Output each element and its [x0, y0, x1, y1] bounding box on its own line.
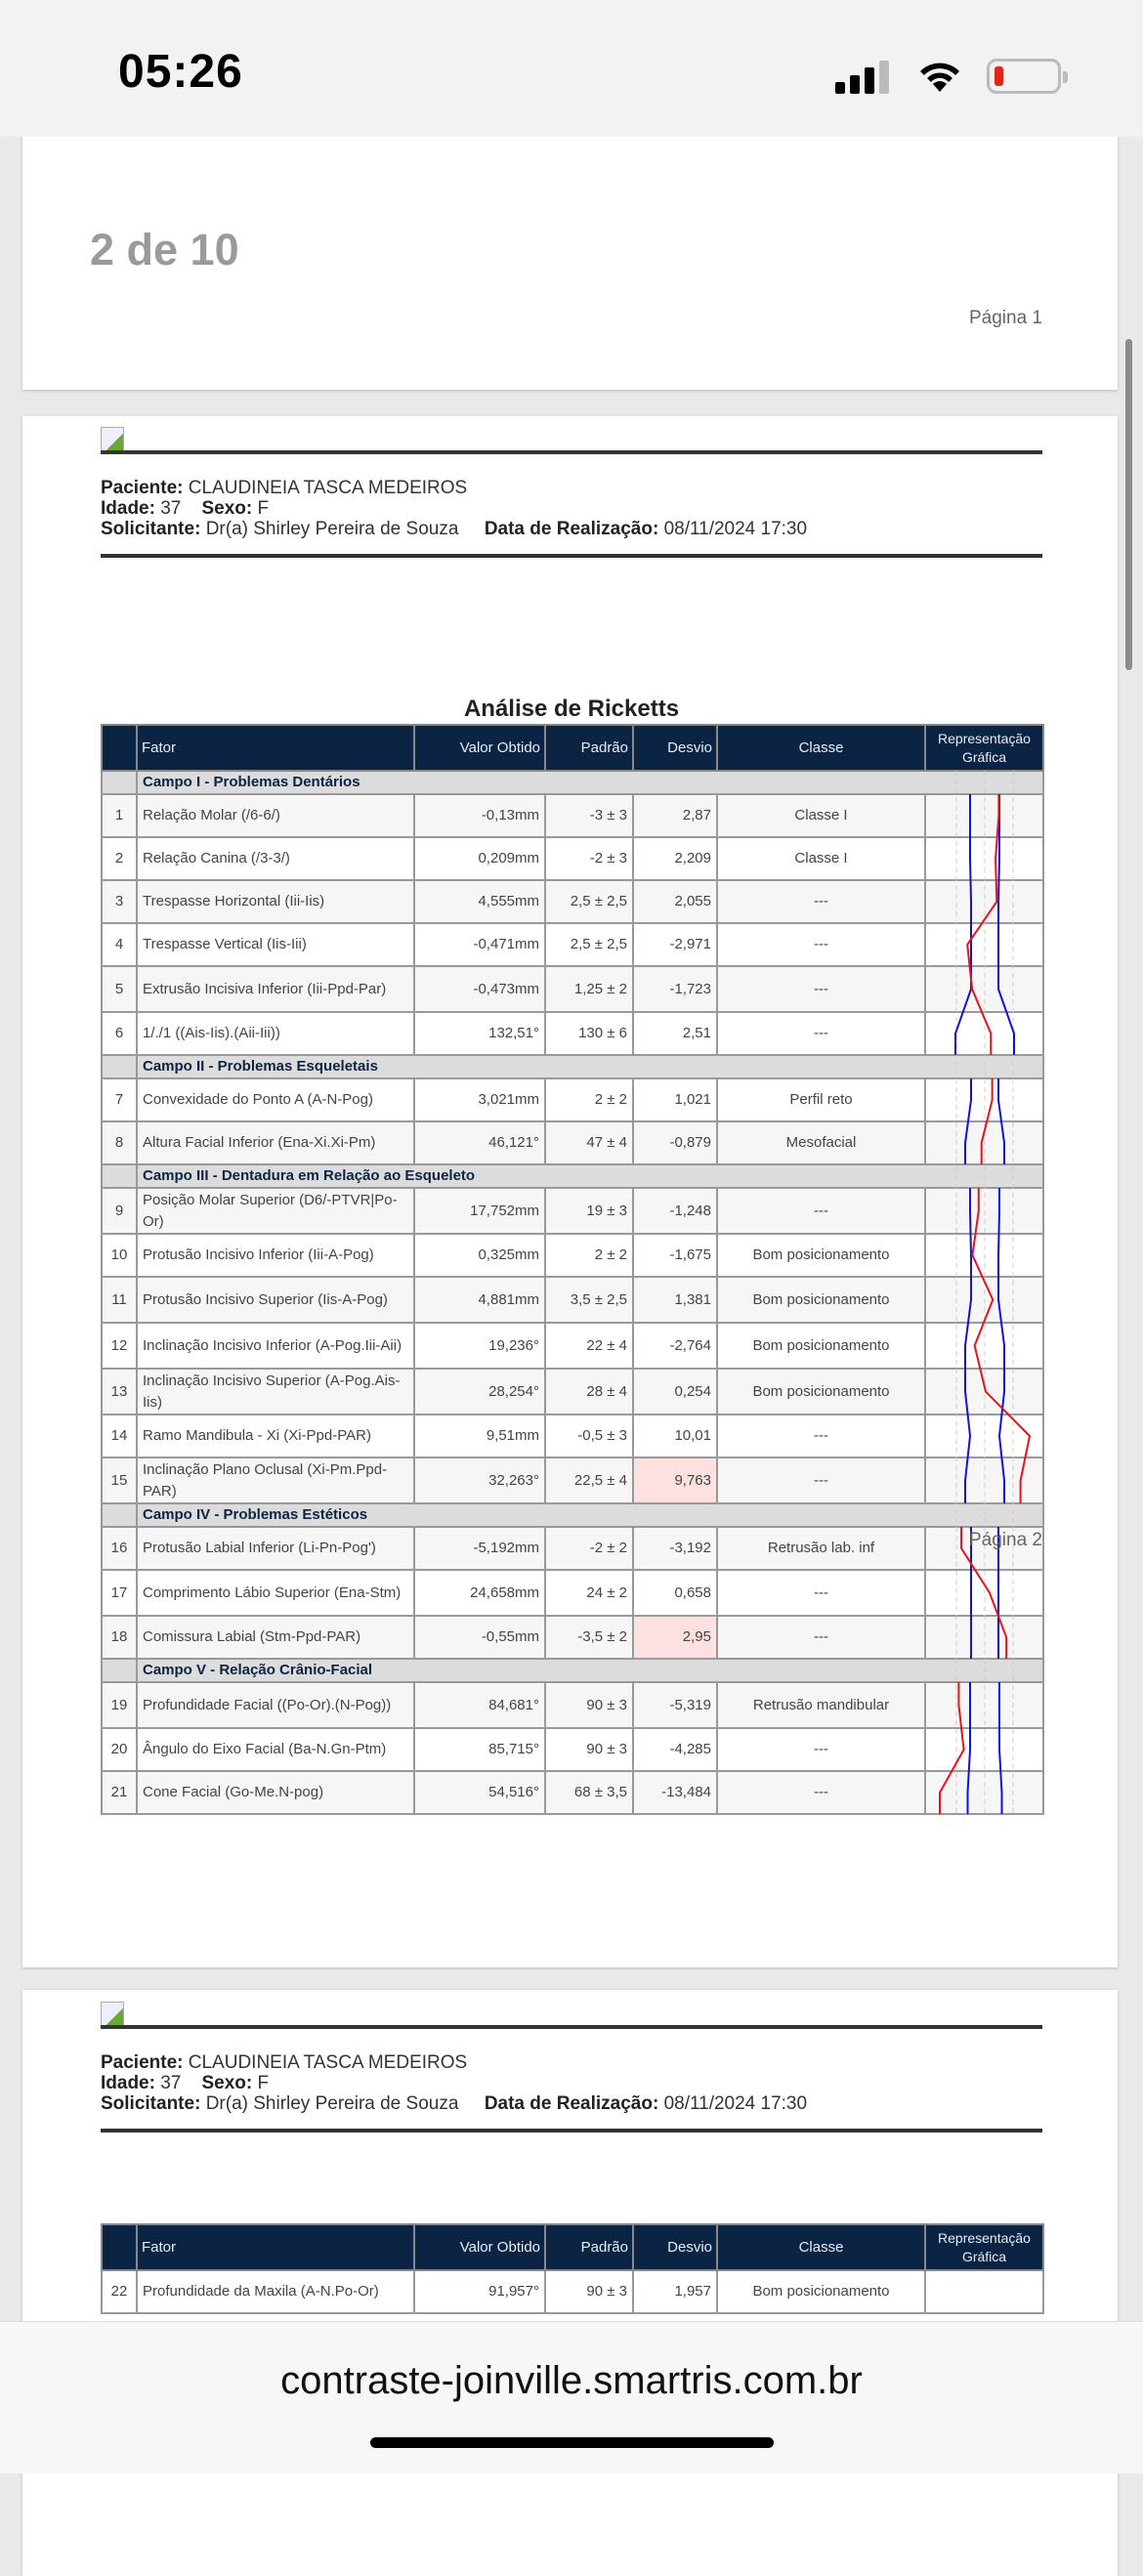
campo-header: [102, 1055, 1043, 1078]
col-fator: Fator: [137, 2224, 414, 2270]
divider: [101, 554, 1042, 558]
col-desvio: Desvio: [633, 2224, 717, 2270]
desvio: 2,87: [633, 794, 717, 837]
desvio: 1,021: [633, 1078, 717, 1121]
broken-image-icon: [101, 2002, 124, 2027]
row-number: 20: [102, 1728, 137, 1771]
col-desvio: Desvio: [633, 725, 717, 771]
fator: 1/./1 ((Ais-Iis).(Aii-Iii)): [137, 1012, 414, 1055]
graph-cell: [925, 1682, 1043, 1728]
col-fator: Fator: [137, 725, 414, 771]
graph-cell: [925, 1277, 1043, 1323]
valor-obtido: -0,13mm: [414, 794, 545, 837]
fator: Inclinação Incisivo Superior (A-Pog.Ais-Iis): [137, 1369, 414, 1415]
divider: [101, 2129, 1042, 2133]
page-counter: 2 de 10: [90, 225, 239, 274]
pdf-page-1: [22, 127, 1118, 390]
table-row: [102, 1771, 1043, 1814]
campo-title: Campo I - Problemas Dentários: [137, 771, 1043, 794]
col-classe: Classe: [717, 2224, 925, 2270]
fator: Cone Facial (Go-Me.N-pog): [137, 1771, 414, 1814]
col-classe: Classe: [717, 725, 925, 771]
padrao: 47 ± 4: [545, 1121, 633, 1164]
fator: Protusão Labial Inferior (Li-Pn-Pog'): [137, 1527, 414, 1570]
report-title: Análise de Ricketts: [463, 696, 680, 722]
col-number: [102, 725, 137, 771]
padrao: -3,5 ± 2: [545, 1616, 633, 1659]
pdf-page-2: [22, 416, 1118, 1967]
valor-obtido: 3,021mm: [414, 1078, 545, 1121]
ricketts-table: [101, 724, 1044, 1815]
padrao: 2 ± 2: [545, 1234, 633, 1277]
scrollbar[interactable]: [1125, 339, 1132, 670]
classe: ---: [717, 1457, 925, 1503]
campo-header: [102, 1503, 1043, 1527]
fator: Posição Molar Superior (D6/-PTVR|Po-Or): [137, 1188, 414, 1234]
row-number: 2: [102, 837, 137, 880]
classe: ---: [717, 1012, 925, 1055]
desvio: -2,764: [633, 1323, 717, 1369]
padrao: 19 ± 3: [545, 1188, 633, 1234]
fator: Relação Molar (/6-6/): [137, 794, 414, 837]
desvio: -5,319: [633, 1682, 717, 1728]
table-row: [102, 1527, 1043, 1570]
graph-cell: [925, 1323, 1043, 1369]
fator: Ângulo do Eixo Facial (Ba-N.Gn-Ptm): [137, 1728, 414, 1771]
classe: ---: [717, 1616, 925, 1659]
fator: Ramo Mandibula - Xi (Xi-Ppd-PAR): [137, 1415, 414, 1457]
battery-icon: [987, 59, 1061, 94]
valor-obtido: 9,51mm: [414, 1415, 545, 1457]
valor-obtido: 4,555mm: [414, 880, 545, 923]
valor-obtido: -5,192mm: [414, 1527, 545, 1570]
divider: [101, 2025, 1042, 2029]
graph-cell: [925, 1188, 1043, 1234]
valor-obtido: 32,263°: [414, 1457, 545, 1503]
valor-obtido: 46,121°: [414, 1121, 545, 1164]
campo-header: [102, 771, 1043, 794]
patient-info: Paciente: CLAUDINEIA TASCA MEDEIROS Idade: 37 Sexo: F Solicitante: Dr(a) Shirley Pereira de Souza Data de Realização: 08/11/2024 17:30: [101, 2052, 808, 2114]
desvio: 9,763: [633, 1457, 717, 1503]
status-bar: [0, 0, 1143, 137]
table-row: [102, 1078, 1043, 1121]
wifi-icon: [916, 57, 963, 94]
pdf-page-3: [22, 1990, 1118, 2576]
valor-obtido: 4,881mm: [414, 1277, 545, 1323]
table-row: [102, 1616, 1043, 1659]
padrao: 2,5 ± 2,5: [545, 923, 633, 966]
table-row: [102, 1682, 1043, 1728]
valor-obtido: 0,209mm: [414, 837, 545, 880]
desvio: 2,51: [633, 1012, 717, 1055]
classe: ---: [717, 1771, 925, 1814]
status-time: 05:26: [118, 46, 243, 98]
fator: Trespasse Vertical (Iis-Iii): [137, 923, 414, 966]
row-number: 6: [102, 1012, 137, 1055]
graph-cell: [925, 1570, 1043, 1616]
classe: Bom posicionamento: [717, 1277, 925, 1323]
graph-cell: [925, 1012, 1043, 1055]
page-footer: Página 2: [968, 1530, 1042, 1550]
campo-header: [102, 1659, 1043, 1682]
classe: ---: [717, 966, 925, 1012]
col-valor: Valor Obtido: [414, 725, 545, 771]
campo-header: [102, 1164, 1043, 1188]
row-number: 3: [102, 880, 137, 923]
classe: ---: [717, 1188, 925, 1234]
col-padrao: Padrão: [545, 725, 633, 771]
classe: Retrusão mandibular: [717, 1682, 925, 1728]
fator: Inclinação Plano Oclusal (Xi-Pm.Ppd-PAR): [137, 1457, 414, 1503]
desvio: 1,381: [633, 1277, 717, 1323]
classe: ---: [717, 880, 925, 923]
graph-cell: [925, 1457, 1043, 1503]
browser-bottom-bar: [0, 2321, 1143, 2473]
col-grafica: Representação Gráfica: [925, 2224, 1043, 2270]
classe: ---: [717, 923, 925, 966]
fator: Altura Facial Inferior (Ena-Xi.Xi-Pm): [137, 1121, 414, 1164]
graph-cell: [925, 794, 1043, 837]
graph-cell: [925, 880, 1043, 923]
home-indicator[interactable]: [370, 2437, 774, 2448]
table-row: [102, 1415, 1043, 1457]
divider: [101, 450, 1042, 454]
padrao: 22,5 ± 4: [545, 1457, 633, 1503]
valor-obtido: 19,236°: [414, 1323, 545, 1369]
padrao: -0,5 ± 3: [545, 1415, 633, 1457]
page-footer: Página 1: [968, 308, 1042, 328]
classe: Bom posicionamento: [717, 1369, 925, 1415]
graph-cell: [925, 1771, 1043, 1814]
fator: Comissura Labial (Stm-Ppd-PAR): [137, 1616, 414, 1659]
patient-info: Paciente: CLAUDINEIA TASCA MEDEIROS Idade: 37 Sexo: F Solicitante: Dr(a) Shirley Pereira de Souza Data de Realização: 08/11/2024 17:30: [101, 478, 808, 539]
fator: Trespasse Horizontal (Iii-Iis): [137, 880, 414, 923]
fator: Protusão Incisivo Superior (Iis-A-Pog): [137, 1277, 414, 1323]
col-number: [102, 2224, 137, 2270]
table-row: [102, 1277, 1043, 1323]
valor-obtido: 84,681°: [414, 1682, 545, 1728]
table-row: [102, 1121, 1043, 1164]
classe: Bom posicionamento: [717, 1234, 925, 1277]
row-number: 11: [102, 1277, 137, 1323]
fator: Protusão Incisivo Inferior (Iii-A-Pog): [137, 1234, 414, 1277]
graph-cell: [925, 1078, 1043, 1121]
padrao: -2 ± 3: [545, 837, 633, 880]
classe: ---: [717, 1570, 925, 1616]
broken-image-icon: [101, 427, 124, 452]
desvio: 0,658: [633, 1570, 717, 1616]
valor-obtido: -0,473mm: [414, 966, 545, 1012]
fator: Profundidade Facial ((Po-Or).(N-Pog)): [137, 1682, 414, 1728]
desvio: -2,971: [633, 923, 717, 966]
col-grafica: Representação Gráfica: [925, 725, 1043, 771]
padrao: 2,5 ± 2,5: [545, 880, 633, 923]
table-row: [102, 1323, 1043, 1369]
valor-obtido: -0,55mm: [414, 1616, 545, 1659]
graph-cell: [925, 1616, 1043, 1659]
col-padrao: Padrão: [545, 2224, 633, 2270]
row-number: 12: [102, 1323, 137, 1369]
row-number: 1: [102, 794, 137, 837]
row-number: 7: [102, 1078, 137, 1121]
table-row: [102, 1457, 1043, 1503]
row-number: 19: [102, 1682, 137, 1728]
fator: Comprimento Lábio Superior (Ena-Stm): [137, 1570, 414, 1616]
valor-obtido: 28,254°: [414, 1369, 545, 1415]
desvio: -1,248: [633, 1188, 717, 1234]
campo-title: Campo II - Problemas Esqueletais: [137, 1055, 1043, 1078]
desvio: 0,254: [633, 1369, 717, 1415]
padrao: -2 ± 2: [545, 1527, 633, 1570]
fator: Convexidade do Ponto A (A-N-Pog): [137, 1078, 414, 1121]
graph-cell: [925, 923, 1043, 966]
valor-obtido: 132,51°: [414, 1012, 545, 1055]
table-row: [102, 1012, 1043, 1055]
padrao: 28 ± 4: [545, 1369, 633, 1415]
padrao: 90 ± 3: [545, 1728, 633, 1771]
graph-cell: [925, 1234, 1043, 1277]
fator: Inclinação Incisivo Inferior (A-Pog.Iii-Aii): [137, 1323, 414, 1369]
graph-cell: [925, 966, 1043, 1012]
classe: Classe I: [717, 837, 925, 880]
row-number: 16: [102, 1527, 137, 1570]
classe: Retrusão lab. inf: [717, 1527, 925, 1570]
graph-cell: [925, 837, 1043, 880]
padrao: 130 ± 6: [545, 1012, 633, 1055]
padrao: 24 ± 2: [545, 1570, 633, 1616]
padrao: 90 ± 3: [545, 1682, 633, 1728]
desvio: -0,879: [633, 1121, 717, 1164]
valor-obtido: 17,752mm: [414, 1188, 545, 1234]
row-number: 5: [102, 966, 137, 1012]
desvio: -1,675: [633, 1234, 717, 1277]
padrao: 1,25 ± 2: [545, 966, 633, 1012]
padrao: 22 ± 4: [545, 1323, 633, 1369]
table-row: [102, 923, 1043, 966]
valor-obtido: 24,658mm: [414, 1570, 545, 1616]
valor-obtido: -0,471mm: [414, 923, 545, 966]
desvio: -13,484: [633, 1771, 717, 1814]
classe: Bom posicionamento: [717, 1323, 925, 1369]
table-row: [102, 880, 1043, 923]
classe: ---: [717, 1415, 925, 1457]
desvio: -1,723: [633, 966, 717, 1012]
table-row: [102, 1369, 1043, 1415]
table-row: [102, 1728, 1043, 1771]
valor-obtido: 0,325mm: [414, 1234, 545, 1277]
desvio: 2,209: [633, 837, 717, 880]
table-row: [102, 966, 1043, 1012]
desvio: 2,055: [633, 880, 717, 923]
graph-cell: [925, 1369, 1043, 1415]
graph-cell: [925, 1728, 1043, 1771]
campo-title: Campo IV - Problemas Estéticos: [137, 1503, 1043, 1527]
table-row: [102, 837, 1043, 880]
desvio: -4,285: [633, 1728, 717, 1771]
valor-obtido: 85,715°: [414, 1728, 545, 1771]
graph-cell: [925, 1415, 1043, 1457]
campo-title: Campo III - Dentadura em Relação ao Esqueleto: [137, 1164, 1043, 1188]
row-number: 21: [102, 1771, 137, 1814]
table-row: [102, 1234, 1043, 1277]
table-row: [102, 1188, 1043, 1234]
ricketts-table-continued: [101, 2223, 1044, 2314]
row-number: 18: [102, 1616, 137, 1659]
classe: Mesofacial: [717, 1121, 925, 1164]
row-number: 10: [102, 1234, 137, 1277]
row-number: 14: [102, 1415, 137, 1457]
valor-obtido: 54,516°: [414, 1771, 545, 1814]
desvio: 2,95: [633, 1616, 717, 1659]
graph-cell: [925, 2270, 1043, 2313]
padrao: 3,5 ± 2,5: [545, 1277, 633, 1323]
row-number: 13: [102, 1369, 137, 1415]
table-row: [102, 794, 1043, 837]
classe: Classe I: [717, 794, 925, 837]
desvio: 10,01: [633, 1415, 717, 1457]
col-valor: Valor Obtido: [414, 2224, 545, 2270]
row-number: 15: [102, 1457, 137, 1503]
cellular-signal-icon: [835, 61, 894, 94]
row-number: 4: [102, 923, 137, 966]
padrao: 2 ± 2: [545, 1078, 633, 1121]
row-number: 17: [102, 1570, 137, 1616]
table-row: [102, 1570, 1043, 1616]
fator: Extrusão Incisiva Inferior (Iii-Ppd-Par): [137, 966, 414, 1012]
table-row: 22 Profundidade da Maxila (A-N.Po-Or) 91,957° 90 ± 3 1,957 Bom posicionamento: [102, 2270, 1043, 2313]
desvio: -3,192: [633, 1527, 717, 1570]
padrao: -3 ± 3: [545, 794, 633, 837]
row-number: 9: [102, 1188, 137, 1234]
graph-cell: [925, 1121, 1043, 1164]
classe: ---: [717, 1728, 925, 1771]
classe: Perfil reto: [717, 1078, 925, 1121]
campo-title: Campo V - Relação Crânio-Facial: [137, 1659, 1043, 1682]
address-bar[interactable]: contraste-joinville.smartris.com.br: [280, 2359, 863, 2402]
row-number: 8: [102, 1121, 137, 1164]
fator: Relação Canina (/3-3/): [137, 837, 414, 880]
padrao: 68 ± 3,5: [545, 1771, 633, 1814]
